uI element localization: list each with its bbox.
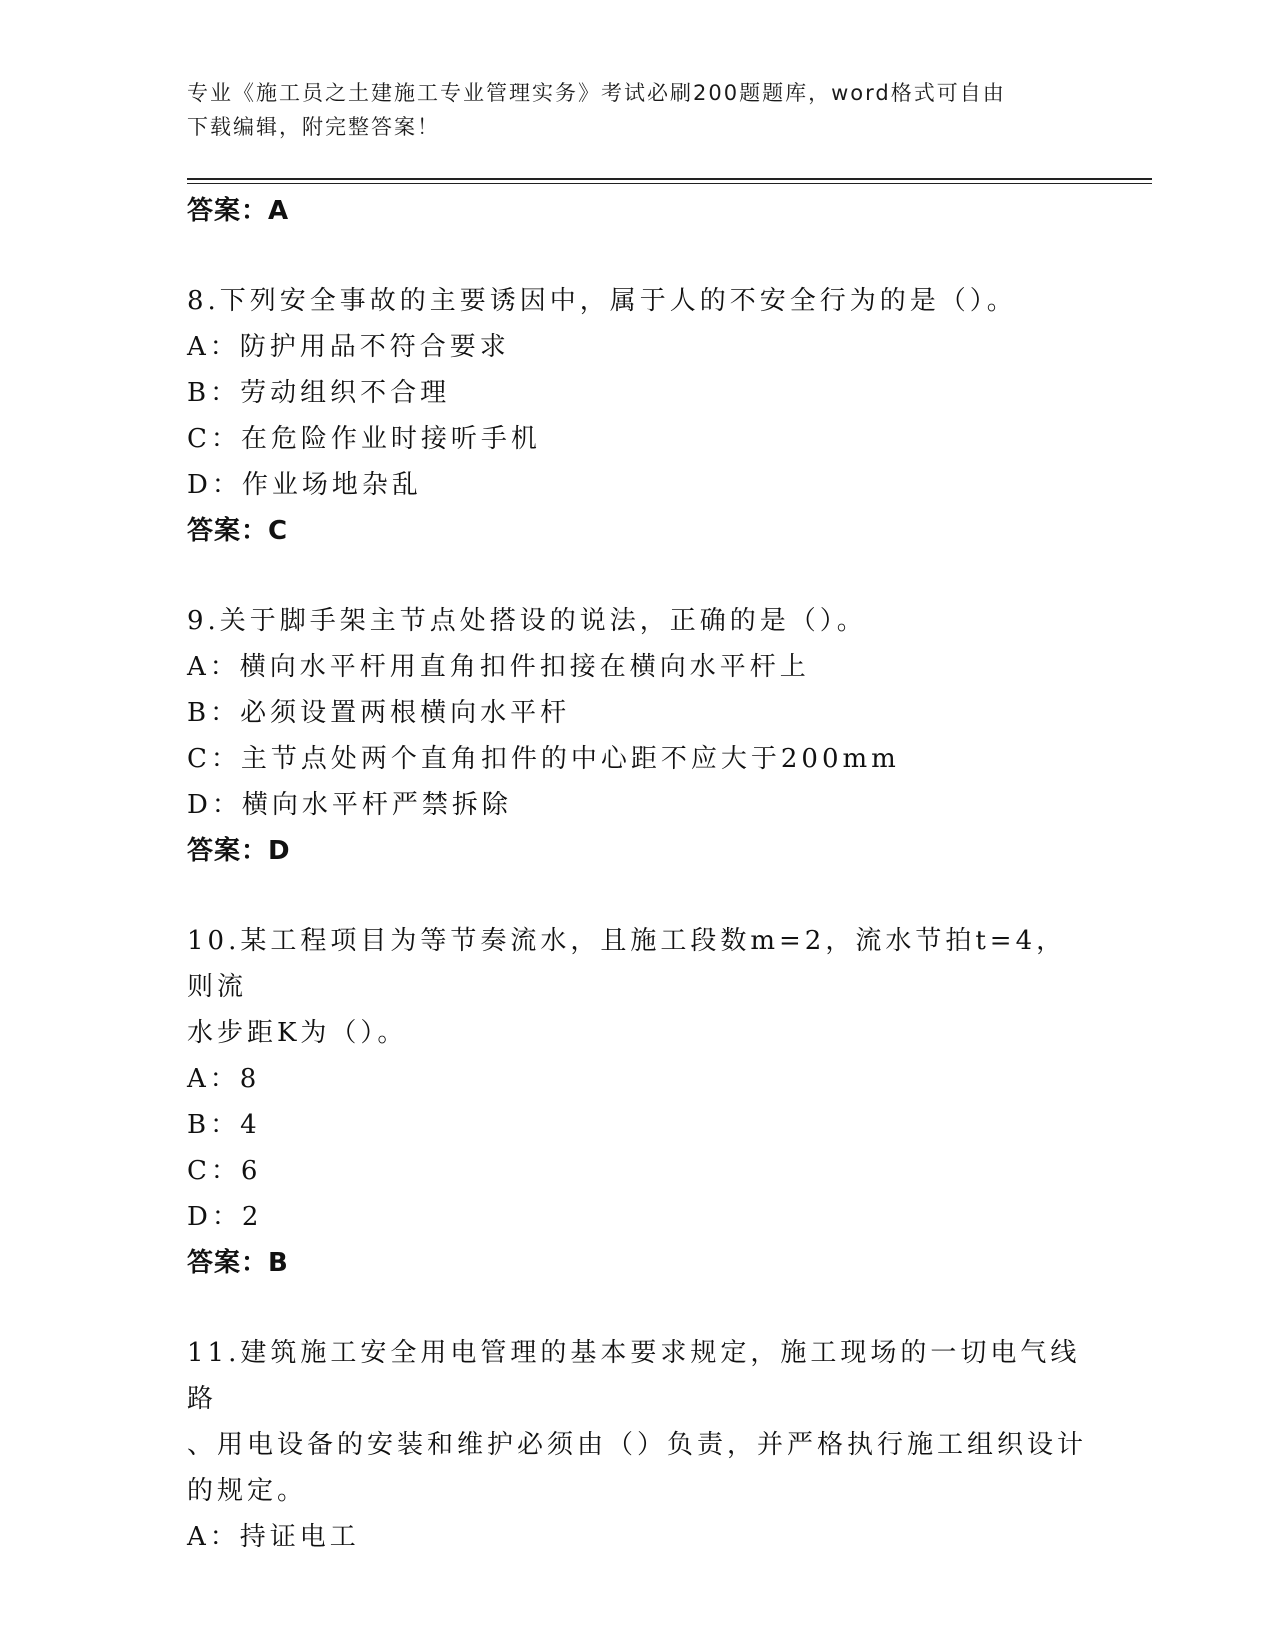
- question-answer: 答案：B: [187, 1248, 289, 1278]
- option-c: C：6: [187, 1156, 262, 1186]
- question-11: [187, 1330, 1087, 1560]
- question-answer: 答案：D: [187, 836, 291, 866]
- option-a: A：横向水平杆用直角扣件扣接在横向水平杆上: [187, 652, 810, 682]
- question-text-line-1: 10.某工程项目为等节奏流水，且施工段数m=2，流水节拍t=4，则流: [187, 926, 1067, 1002]
- question-answer: 答案：C: [187, 516, 289, 546]
- option-b: B：劳动组织不合理: [187, 378, 451, 408]
- spacer: [187, 234, 1087, 278]
- question-text-line-3: 的规定。: [187, 1476, 308, 1506]
- option-c: C：主节点处两个直角扣件的中心距不应大于200mm: [187, 744, 900, 774]
- page-header: [187, 76, 1077, 144]
- option-a: A：8: [187, 1064, 261, 1094]
- option-b: B：必须设置两根横向水平杆: [187, 698, 571, 728]
- question-text-line-1: 11.建筑施工安全用电管理的基本要求规定，施工现场的一切电气线路: [187, 1338, 1081, 1414]
- question-text: 9.关于脚手架主节点处搭设的说法，正确的是（）。: [187, 606, 867, 636]
- question-text-line-2: 、用电设备的安装和维护必须由（）负责，并严格执行施工组织设计: [187, 1430, 1088, 1460]
- option-a: A：防护用品不符合要求: [187, 332, 510, 362]
- header-divider-thick: [187, 178, 1152, 180]
- document-body: [187, 188, 1087, 1560]
- spacer: [187, 554, 1087, 598]
- question-8: [187, 278, 1087, 554]
- header-line-2: 下载编辑，附完整答案！: [187, 115, 440, 139]
- option-d: D：作业场地杂乱: [187, 470, 422, 500]
- option-d: D：2: [187, 1202, 263, 1232]
- question-text: 8.下列安全事故的主要诱因中，属于人的不安全行为的是（）。: [187, 286, 1017, 316]
- question-10: [187, 918, 1087, 1286]
- previous-answer: 答案：A: [187, 196, 290, 226]
- option-d: D：横向水平杆严禁拆除: [187, 790, 512, 820]
- spacer: [187, 1286, 1087, 1330]
- question-9: [187, 598, 1087, 874]
- header-line-1: 专业《施工员之土建施工专业管理实务》考试必刷200题题库，word格式可自由: [187, 81, 1006, 105]
- question-text-line-2: 水步距K为（）。: [187, 1018, 408, 1048]
- option-b: B：4: [187, 1110, 261, 1140]
- header-divider-thin: [187, 183, 1152, 184]
- option-a: A：持证电工: [187, 1522, 360, 1552]
- option-c: C：在危险作业时接听手机: [187, 424, 541, 454]
- spacer: [187, 874, 1087, 918]
